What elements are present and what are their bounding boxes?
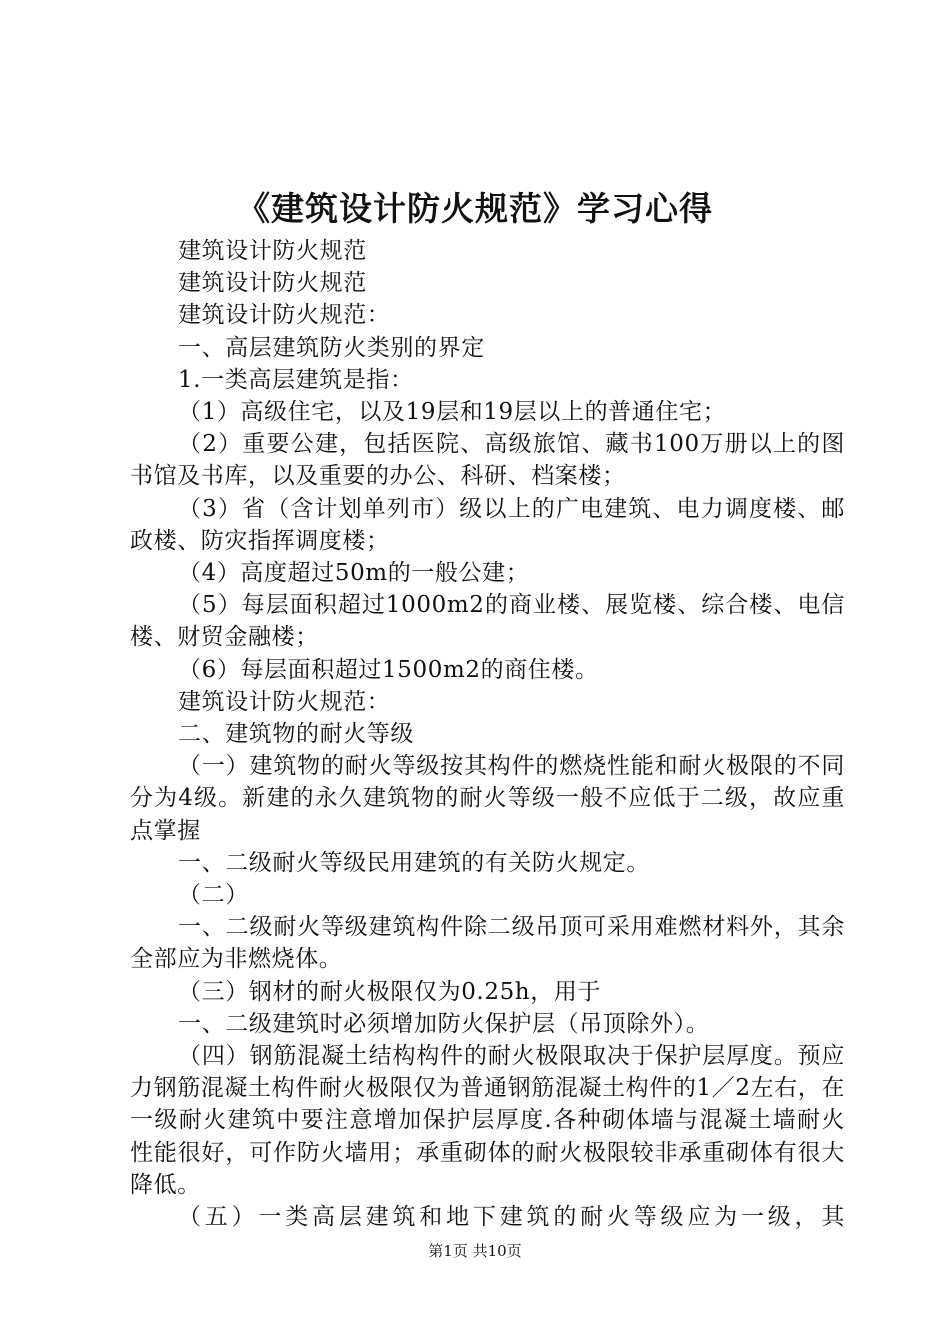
paragraph: 建筑设计防火规范： xyxy=(178,688,391,715)
document-body xyxy=(130,235,845,1233)
paragraph: （四）钢筋混凝土结构构件的耐火极限取决于保护层厚度。预应力钢筋混凝土构件耐火极限仅为普通钢筋混凝土构件的1／2左右，在一级耐火建筑中要注意增加保护层厚度.各种砌体墙与混凝土墙耐火性能很好，可作防火墙用；承重砌体的耐火极限较非承重砌体有很大降低。 xyxy=(130,1043,845,1198)
paragraph: （4）高度超过50m的一般公建； xyxy=(178,560,530,587)
paragraph: 一、二级耐火等级民用建筑的有关防火规定。 xyxy=(178,849,650,876)
paragraph: （一）建筑物的耐火等级按其构件的燃烧性能和耐火极限的不同分为4级。新建的永久建筑物的耐火等级一般不应低于二级，故应重点掌握 xyxy=(130,753,845,844)
paragraph: 一、二级建筑时必须增加防火保护层（吊顶除外）。 xyxy=(178,1010,710,1037)
paragraph: （3）省（含计划单列市）级以上的广电建筑、电力调度楼、邮政楼、防灾指挥调度楼； xyxy=(130,495,845,554)
paragraph: 一、二级耐火等级建筑构件除二级吊顶可采用难燃材料外，其余全部应为非燃烧体。 xyxy=(130,914,845,973)
paragraph: 二、建筑物的耐火等级 xyxy=(178,721,414,748)
paragraph: （五）一类高层建筑和地下建筑的耐火等级应为一级，其 xyxy=(178,1204,845,1231)
paragraph: （5）每层面积超过1000m2的商业楼、展览楼、综合楼、电信楼、财贸金融楼； xyxy=(130,592,845,651)
paragraph: 建筑设计防火规范 xyxy=(178,270,367,297)
paragraph: 1.一类高层建筑是指： xyxy=(178,366,414,393)
paragraph: 建筑设计防火规范 xyxy=(178,238,367,264)
page-footer: 第1页 共10页 xyxy=(428,1242,522,1260)
paragraph: （二） xyxy=(178,882,249,909)
paragraph: （三）钢材的耐火极限仅为0.25h，用于 xyxy=(178,978,602,1005)
paragraph: （2）重要公建，包括医院、高级旅馆、藏书100万册以上的图书馆及书库，以及重要的办公、科研、档案楼； xyxy=(130,431,845,490)
paragraph: （6）每层面积超过1500m2的商住楼。 xyxy=(178,656,599,683)
paragraph: 建筑设计防火规范： xyxy=(178,302,391,329)
paragraph: （1）高级住宅，以及19层和19层以上的普通住宅； xyxy=(178,399,727,426)
document-title: 《建筑设计防火规范》学习心得 xyxy=(237,189,713,228)
paragraph: 一、高层建筑防火类别的界定 xyxy=(178,334,485,361)
